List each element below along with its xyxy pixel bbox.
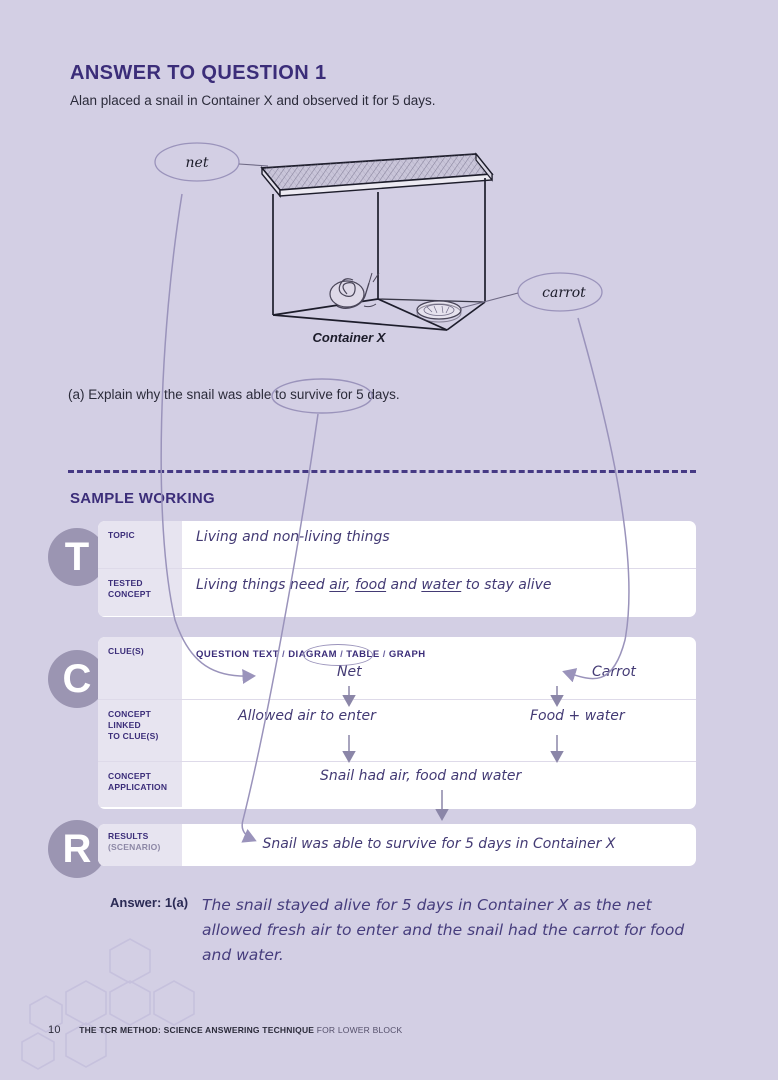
row-label-concept-application: CONCEPT APPLICATION — [98, 762, 182, 807]
row-value-clues — [182, 637, 696, 699]
clue-option-question-text[interactable]: QUESTION TEXT — [196, 649, 280, 660]
row-label-results: RESULTS (SCENARIO) — [98, 824, 182, 866]
row-results — [98, 824, 696, 866]
clue-option-table[interactable]: TABLE — [346, 649, 380, 660]
row-concept-linked — [98, 699, 696, 761]
net-label-callout — [155, 143, 268, 181]
carrot-label-callout — [461, 273, 602, 311]
topic-card — [98, 521, 696, 617]
diagram-caption: Container X — [312, 330, 386, 345]
answer-text: The snail stayed alive for 5 days in Container X as the net allowed fresh air to enter and the snail had the carrot for food and water. — [202, 896, 685, 965]
results-value: Snail was able to survive for 5 days in Container X — [262, 836, 616, 852]
footer-suffix: FOR LOWER BLOCK — [314, 1025, 403, 1035]
row-value-results — [182, 824, 696, 866]
net-label: net — [185, 155, 209, 171]
row-topic — [98, 521, 696, 568]
carrot-label: carrot — [542, 285, 586, 301]
results-card — [98, 824, 696, 866]
badge-topic: T — [48, 528, 106, 586]
clue-option-diagram[interactable]: DIAGRAM — [288, 649, 338, 660]
question-text: (a) Explain why the snail was able to survive for 5 days. — [68, 387, 400, 402]
row-value-tested-concept — [182, 569, 696, 616]
concept-linked-right: Food + water — [530, 708, 625, 724]
concept-linked-left: Allowed air to enter — [238, 708, 376, 724]
page-title: ANSWER TO QUESTION 1 — [70, 62, 327, 84]
page-number: 10 — [48, 1024, 61, 1036]
clue-options[interactable]: QUESTION TEXT / DIAGRAM / TABLE / GRAPH — [196, 649, 426, 660]
section-divider — [68, 470, 696, 473]
clues-card — [98, 637, 696, 809]
row-label-tested-concept: TESTED CONCEPT — [98, 569, 182, 616]
row-value-topic — [182, 521, 696, 568]
footer-title: SCIENCE ANSWERING TECHNIQUE — [161, 1025, 315, 1035]
clue-option-graph[interactable]: GRAPH — [388, 649, 426, 660]
page-subtitle: Alan placed a snail in Container X and observed it for 5 days. — [70, 93, 436, 108]
selected-option-circle — [303, 644, 373, 666]
tested-concept-value: Living things need air, food and water to stay alive — [196, 577, 552, 593]
row-label-topic: TOPIC — [98, 521, 182, 568]
topic-value: Living and non-living things — [196, 529, 390, 545]
footer-brand: THE TCR METHOD: — [79, 1025, 162, 1035]
row-value-concept-application — [182, 762, 696, 807]
answer-block — [110, 893, 710, 968]
row-concept-application — [98, 761, 696, 807]
badge-results: R — [48, 820, 106, 878]
net-lid — [262, 154, 492, 196]
row-clues — [98, 637, 696, 699]
row-tested-concept — [98, 568, 696, 616]
row-value-concept-linked — [182, 700, 696, 761]
clue-right-value: Carrot — [592, 664, 636, 680]
sample-working-heading: SAMPLE WORKING — [70, 490, 216, 507]
badge-clues: C — [48, 650, 106, 708]
row-label-clues: CLUE(S) — [98, 637, 182, 699]
concept-application-value: Snail had air, food and water — [320, 768, 522, 784]
row-label-concept-linked: CONCEPT LINKED TO CLUE(S) — [98, 700, 182, 761]
snail-icon — [330, 273, 379, 308]
answer-label: Answer: 1(a) — [110, 895, 189, 910]
clue-left-value: Net — [337, 664, 362, 680]
footer — [48, 1024, 402, 1036]
